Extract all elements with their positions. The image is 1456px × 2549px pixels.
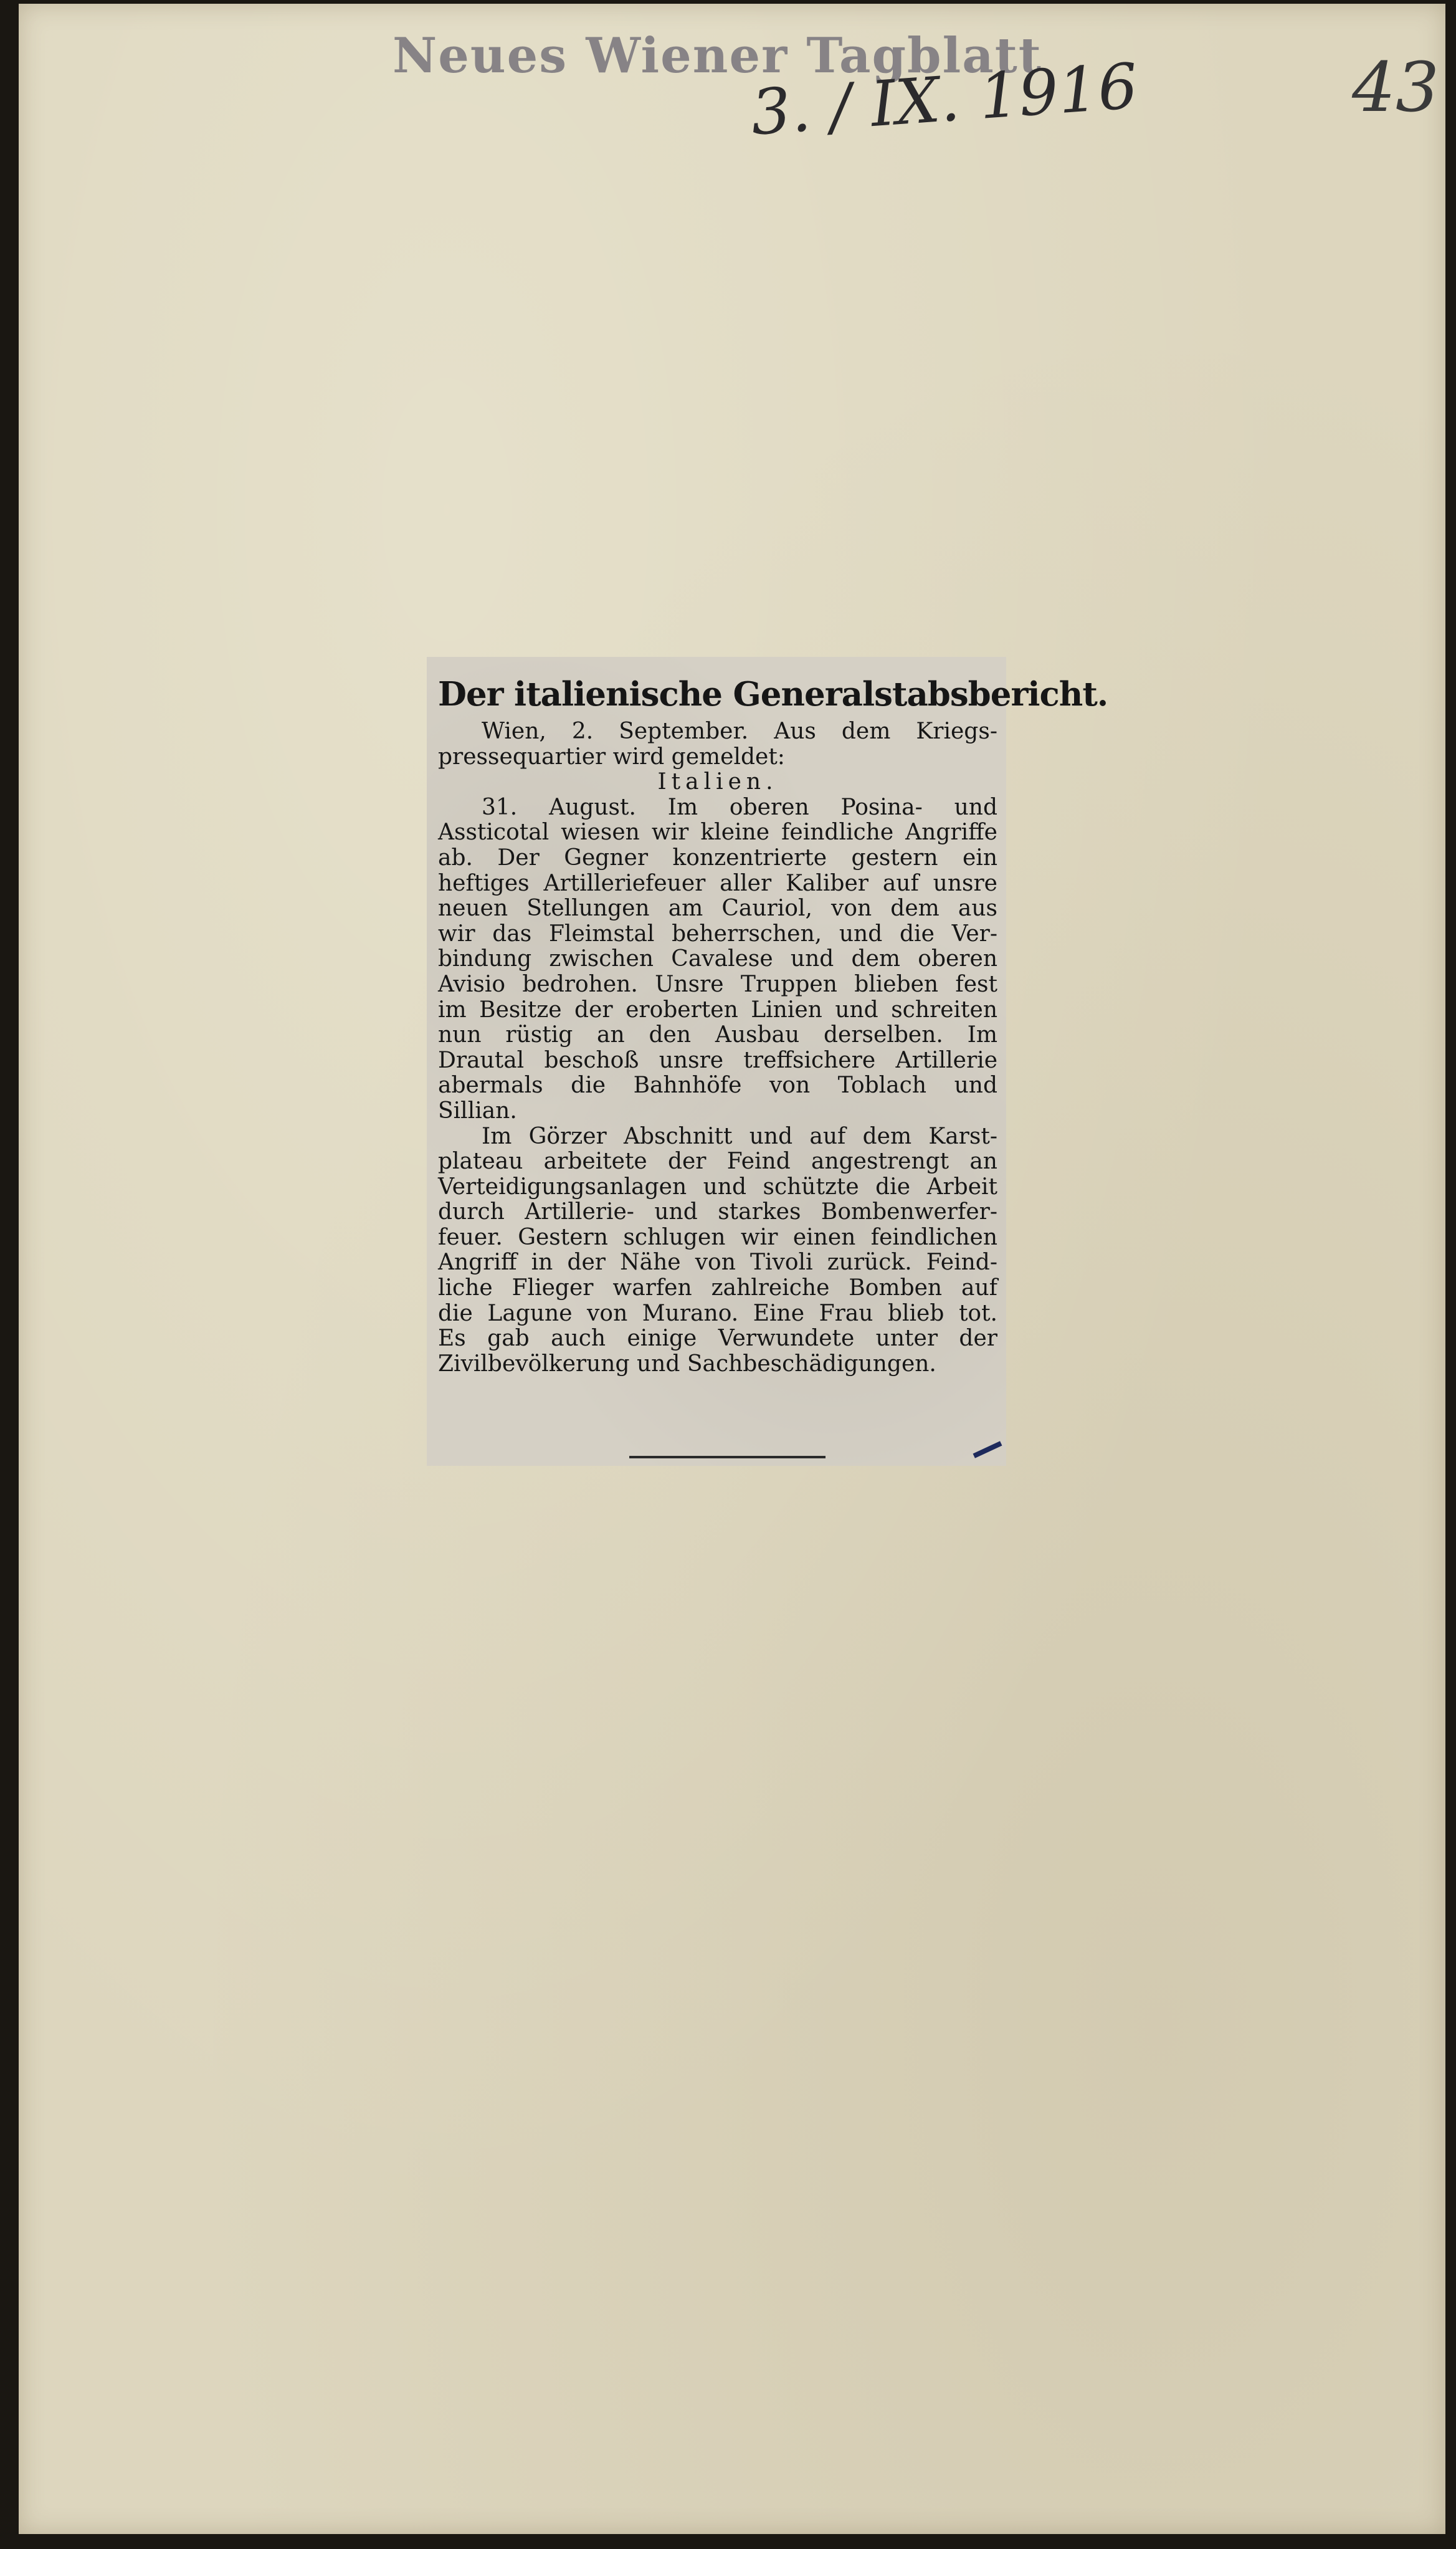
article-line: wir das Fleimstal beherrschen, und die Ver- (438, 921, 997, 947)
article-line: feuer. Gestern schlugen wir einen feindlichen (438, 1224, 997, 1250)
article-line: nun rüstig an den Ausbau derselben. Im (438, 1022, 997, 1048)
article-line: heftiges Artilleriefeuer aller Kaliber auf unsre (438, 870, 997, 896)
article-line: Es gab auch einige Verwundete unter der (438, 1326, 997, 1352)
article-line: plateau arbeitete der Feind angestrengt an (438, 1149, 997, 1175)
article-line: im Besitze der eroberten Linien und schreiten (438, 997, 997, 1023)
article-line: 31. August. Im oberen Posina- und (482, 794, 997, 820)
article-headline: Der italienische Generalstabsbericht. (438, 675, 1108, 714)
pencil-tick-mark (973, 1441, 1002, 1458)
article-line: Drautal beschoß unsre treffsichere Artillerie (438, 1047, 997, 1073)
article-line: Sillian. (438, 1098, 517, 1124)
article-line: Avisio bedrohen. Unsre Truppen blieben fest (438, 971, 997, 997)
article-line: Assticotal wiesen wir kleine feindliche Angriffe (438, 820, 997, 846)
article-line: liche Flieger warfen zahlreiche Bomben auf (438, 1275, 997, 1301)
handwritten-date: 3. / IX. 1916 (748, 49, 1140, 150)
article-line: neuen Stellungen am Cauriol, von dem aus (438, 896, 997, 922)
article-line: Verteidigungsanlagen und schützte die Arbeit (438, 1174, 997, 1200)
newspaper-clipping (427, 657, 1108, 1466)
article-line: durch Artillerie- und starkes Bombenwerfer- (438, 1199, 997, 1225)
article-section-heading: Italien. (657, 769, 778, 795)
newspaper-stamp: Neues Wiener Tagblatt (393, 27, 1042, 84)
paper-sheet (19, 4, 1445, 2534)
article-line: bindung zwischen Cavalese und dem oberen (438, 946, 997, 972)
page-number: 43 (1352, 47, 1439, 127)
end-rule (629, 1456, 826, 1458)
article-line: Zivilbevölkerung und Sachbeschädigungen. (438, 1351, 936, 1377)
article-line: abermals die Bahnhöfe von Toblach und (438, 1073, 997, 1099)
article-line: ab. Der Gegner konzentrierte gestern ein (438, 844, 997, 871)
article-line: Im Görzer Abschnitt und auf dem Karst- (482, 1123, 997, 1149)
article-line: pressequartier wird gemeldet: (438, 744, 785, 770)
article-line: Wien, 2. September. Aus dem Kriegs- (482, 719, 997, 744)
article-line: Angriff in der Nähe von Tivoli zurück. Feind- (438, 1250, 997, 1276)
article-line: die Lagune von Murano. Eine Frau blieb tot. (438, 1300, 997, 1326)
